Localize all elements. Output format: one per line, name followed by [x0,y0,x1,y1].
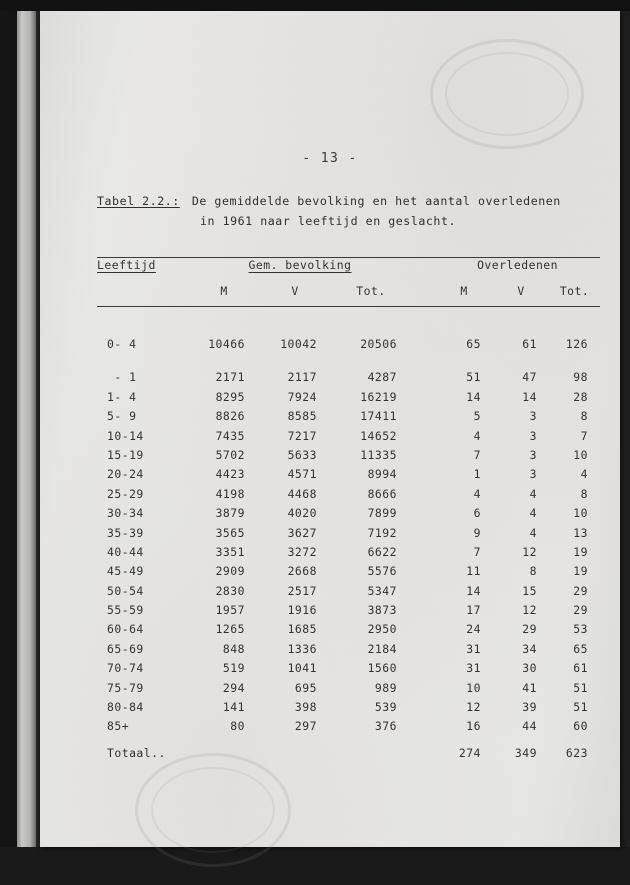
cell-population-female: 10042 [280,337,317,351]
cell-population-female: 1041 [287,661,317,676]
cell-deaths-female: 4 [529,525,537,540]
cell-deaths-total: 10 [573,506,588,521]
table-row [97,409,600,428]
cell-total-deaths-male: 274 [458,745,481,760]
table-body [97,307,600,770]
cell-population-total: 4287 [367,370,397,385]
table-row [97,526,600,545]
cell-total-deaths-total: 623 [565,745,588,760]
cell-deaths-female: 47 [522,370,537,385]
table-row [97,429,600,448]
header-gap-cell [411,258,435,284]
table-header [97,258,600,306]
cell-deaths-male: 65 [466,337,481,351]
table-row [97,337,600,356]
cell-age-group: 5- 9 [107,409,137,424]
table-row [97,545,600,564]
cell-population-male: 2830 [215,583,245,598]
cell-population-total: 11335 [360,447,397,462]
header-sub-age-blank [97,284,189,306]
cell-population-female: 4020 [287,506,317,521]
cell-deaths-female: 3 [529,428,537,443]
table-row [97,506,600,525]
cell-deaths-male: 4 [473,428,481,443]
cell-age-group: 15-19 [107,447,144,462]
cell-deaths-total: 98 [573,370,588,385]
cell-deaths-total: 7 [580,428,588,443]
cell-population-total: 989 [374,680,397,695]
caption-text-line-2: in 1961 naar leeftijd en geslacht. [200,214,457,228]
table-leading-spacer [97,307,600,337]
cell-deaths-male: 5 [473,409,481,424]
cell-deaths-female: 12 [522,603,537,618]
table-caption [97,191,597,231]
cell-population-male: 3351 [215,544,245,559]
cell-age-group: 50-54 [107,583,144,598]
cell-deaths-total: 53 [573,622,588,637]
cell-population-total: 2184 [367,641,397,656]
cell-deaths-total: 8 [580,486,588,501]
cell-deaths-male: 1 [473,467,481,482]
cell-population-female: 3627 [287,525,317,540]
cell-deaths-female: 15 [522,583,537,598]
cell-population-total: 14652 [360,428,397,443]
cell-gap [411,622,435,641]
cell-population-total: 376 [374,719,397,734]
cell-deaths-female: 29 [522,622,537,637]
cell-deaths-total: 28 [573,389,588,404]
table-row [97,448,600,467]
cell-age-group: 30-34 [107,506,144,521]
cell-age-group: 70-74 [107,661,144,676]
cell-gap [411,526,435,545]
cell-population-total: 5576 [367,564,397,579]
cell-population-female: 398 [294,700,317,715]
cell-deaths-total: 19 [573,544,588,559]
header-sub-death-tot: Tot. [559,284,590,298]
cell-population-male: 141 [222,700,245,715]
cell-deaths-female: 3 [529,447,537,462]
cell-age-group: 35-39 [107,525,144,540]
cell-gap [411,661,435,680]
cell-age-group: 60-64 [107,622,144,637]
cell-population-male: 5702 [215,447,245,462]
table-row [97,603,600,622]
cell-population-male: 519 [222,661,245,676]
cell-deaths-male: 24 [466,622,481,637]
header-sub-gap [411,284,435,306]
cell-total-population-total [331,739,411,770]
cell-deaths-male: 31 [466,661,481,676]
cell-age-group: 85+ [107,719,130,734]
cell-population-total: 16219 [360,389,397,404]
table-row [97,487,600,506]
cell-total-population-male [189,739,259,770]
cell-deaths-male: 7 [473,447,481,462]
header-subrow [97,284,600,306]
cell-deaths-male: 14 [466,389,481,404]
cell-population-female: 695 [294,680,317,695]
cell-population-female: 1336 [287,641,317,656]
table-row [97,700,600,719]
cell-age-group: 40-44 [107,544,144,559]
cell-population-female: 4468 [287,486,317,501]
cell-population-total: 7899 [367,506,397,521]
scan-bottom-shadow [0,847,630,885]
cell-age-group: 25-29 [107,486,144,501]
cell-population-female: 2668 [287,564,317,579]
cell-deaths-male: 11 [466,564,481,579]
table-row [97,467,600,486]
cell-population-male: 3879 [215,506,245,521]
cell-gap [411,370,435,389]
gap-cell [97,356,600,370]
cell-population-total: 5347 [367,583,397,598]
cell-deaths-total: 60 [573,719,588,734]
cell-deaths-total: 51 [573,700,588,715]
cell-deaths-male: 31 [466,641,481,656]
cell-deaths-male: 51 [466,370,481,385]
cell-population-total: 1560 [367,661,397,676]
cell-deaths-male: 7 [473,544,481,559]
cell-gap [411,448,435,467]
table-row [97,390,600,409]
cell-population-female: 4571 [287,467,317,482]
cell-population-total: 8666 [367,486,397,501]
cell-total-deaths-female: 349 [514,745,537,760]
cell-deaths-female: 3 [529,409,537,424]
document-page [40,11,620,847]
cell-gap [411,429,435,448]
cell-population-female: 5633 [287,447,317,462]
cell-deaths-total: 4 [580,467,588,482]
header-group-population: Gem. bevolking [248,258,352,272]
cell-population-male: 2171 [215,370,245,385]
cell-population-male: 294 [222,680,245,695]
cell-deaths-female: 12 [522,544,537,559]
cell-population-male: 1957 [215,603,245,618]
table-row [97,642,600,661]
caption-text-line-1: De gemiddelde bevolking en het aantal overledenen [191,194,561,208]
cell-population-female: 8585 [287,409,317,424]
cell-deaths-total: 10 [573,447,588,462]
table-row [97,681,600,700]
cell-deaths-female: 30 [522,661,537,676]
cell-population-total: 7192 [367,525,397,540]
cell-gap [411,603,435,622]
table-row [97,719,600,738]
cell-deaths-total: 29 [573,603,588,618]
data-table-wrapper [97,257,600,770]
cell-deaths-male: 10 [466,680,481,695]
cell-population-male: 7435 [215,428,245,443]
cell-population-female: 297 [294,719,317,734]
cell-gap [411,337,435,356]
header-age-label: Leeftijd [97,258,156,272]
cell-population-female: 7217 [287,428,317,443]
header-sub-pop-m: M [220,284,228,298]
cell-gap [411,642,435,661]
cell-age-group: 75-79 [107,680,144,695]
cell-deaths-female: 44 [522,719,537,734]
cell-gap [411,564,435,583]
cell-population-male: 1265 [215,622,245,637]
header-sub-death-m: M [460,284,468,298]
cell-deaths-female: 34 [522,641,537,656]
cell-gap [411,719,435,738]
caption-line-1 [97,191,597,211]
cell-population-total: 3873 [367,603,397,618]
table-row [97,370,600,389]
cell-deaths-total: 65 [573,641,588,656]
cell-gap [411,506,435,525]
table-total-row [97,739,600,770]
header-sub-pop-v: V [291,284,299,298]
cell-deaths-female: 41 [522,680,537,695]
cell-age-group: 0- 4 [107,337,137,351]
cell-gap [411,487,435,506]
cell-population-female: 2517 [287,583,317,598]
page-number: - 13 - [302,151,358,166]
cell-age-group: 80-84 [107,700,144,715]
cell-population-male: 3565 [215,525,245,540]
cell-population-total: 6622 [367,544,397,559]
cell-age-group: 55-59 [107,603,144,618]
cell-gap [411,545,435,564]
cell-population-female: 1685 [287,622,317,637]
cell-deaths-male: 16 [466,719,481,734]
cell-gap [411,700,435,719]
cell-population-total: 539 [374,700,397,715]
cell-age-group: 1- 4 [107,389,137,404]
cell-population-male: 8295 [215,389,245,404]
cell-deaths-female: 39 [522,700,537,715]
cell-age-group: 20-24 [107,467,144,482]
table-row [97,564,600,583]
cell-population-male: 848 [222,641,245,656]
cell-population-male: 8826 [215,409,245,424]
cell-gap [411,584,435,603]
cell-population-male: 10466 [208,337,245,351]
header-sub-death-v: V [517,284,525,298]
cell-deaths-male: 14 [466,583,481,598]
cell-population-male: 2909 [215,564,245,579]
cell-deaths-total: 126 [565,337,588,351]
cell-deaths-total: 13 [573,525,588,540]
cell-age-group: 65-69 [107,641,144,656]
cell-population-female: 2117 [287,370,317,385]
cell-total-gap [411,739,435,770]
caption-label: Tabel 2.2.: [97,194,180,208]
cell-population-male: 4198 [215,486,245,501]
cell-deaths-total: 51 [573,680,588,695]
cell-gap [411,409,435,428]
cell-total-population-female [259,739,331,770]
cell-deaths-female: 61 [522,337,537,351]
population-mortality-table-body [97,307,600,770]
header-sub-pop-tot: Tot. [356,284,386,298]
cell-deaths-female: 14 [522,389,537,404]
cell-deaths-female: 8 [529,564,537,579]
cell-deaths-male: 4 [473,486,481,501]
cell-population-total: 2950 [367,622,397,637]
cell-population-total: 20506 [360,337,397,351]
cell-deaths-total: 61 [573,661,588,676]
header-group-deaths: Overledenen [477,258,559,272]
table-row [97,661,600,680]
cell-deaths-male: 12 [466,700,481,715]
cell-population-female: 3272 [287,544,317,559]
cell-deaths-total: 19 [573,564,588,579]
cell-deaths-male: 9 [473,525,481,540]
spacer-cell [97,307,600,337]
cell-gap [411,467,435,486]
cell-age-group: 10-14 [107,428,144,443]
cell-total-label: Totaal.. [107,745,166,760]
cell-population-total: 8994 [367,467,397,482]
cell-population-male: 4423 [215,467,245,482]
cell-deaths-male: 17 [466,603,481,618]
cell-age-group: - 1 [107,370,137,385]
cell-population-female: 1916 [287,603,317,618]
table-row [97,622,600,641]
cell-deaths-total: 29 [573,583,588,598]
cell-gap [411,390,435,409]
header-group-row [97,258,600,284]
cell-deaths-male: 6 [473,506,481,521]
table-subgroup-gap [97,356,600,370]
cell-population-female: 7924 [287,389,317,404]
cell-age-group: 45-49 [107,564,144,579]
cell-deaths-female: 4 [529,506,537,521]
cell-gap [411,681,435,700]
table-row [97,584,600,603]
cell-deaths-female: 3 [529,467,537,482]
cell-deaths-total: 8 [580,409,588,424]
cell-deaths-female: 4 [529,486,537,501]
cell-population-male: 80 [230,719,245,734]
page-content [40,11,620,847]
scan-top-shadow [0,0,630,11]
population-mortality-table [97,258,600,306]
cell-population-total: 17411 [360,409,397,424]
